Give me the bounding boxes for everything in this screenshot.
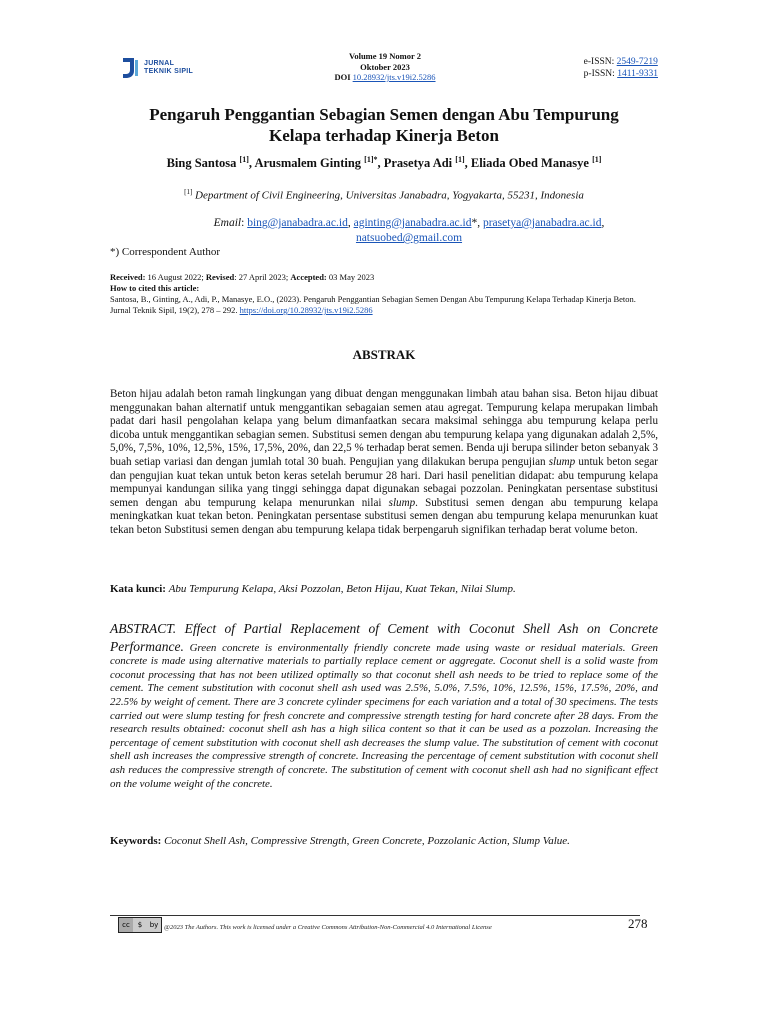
- email-label: Email: [213, 217, 242, 229]
- author-name: Prasetya Adi: [383, 156, 453, 171]
- citation-doi-link[interactable]: https://doi.org/10.28932/jts.v19i2.5286: [239, 305, 373, 315]
- accepted-label: Accepted:: [290, 272, 327, 282]
- footer-divider: [110, 915, 640, 916]
- journal-logo: [120, 56, 193, 80]
- abstract-lead: ABSTRACT. Effect of Partial Replacement of Cement with Coconut Shell Ash on Concrete Performance.: [110, 621, 658, 654]
- affiliation-marker: [1]: [184, 188, 193, 196]
- creative-commons-badge[interactable]: [118, 917, 162, 933]
- title-line2: Kelapa terhadap Kinerja Beton: [269, 126, 499, 145]
- cc-icon: cc: [119, 918, 133, 932]
- eissn-label: e-ISSN:: [583, 57, 615, 67]
- email-link[interactable]: natsuobed@gmail.com: [355, 232, 463, 244]
- issue-info: [310, 51, 460, 83]
- kata-kunci-label: Kata kunci:: [110, 583, 166, 595]
- received-date: 16 August 2022;: [147, 272, 204, 282]
- issue-date: Oktober 2023: [360, 61, 410, 72]
- abstract-english: [110, 620, 658, 791]
- doi-line: [310, 72, 460, 83]
- author-separator: ,: [248, 156, 255, 171]
- author-affil-marker: [1]: [592, 155, 602, 164]
- author-name: Bing Santosa: [166, 156, 237, 171]
- correspondent-note: *) Correspondent Author: [110, 246, 220, 258]
- email-line: Email: bing@janabadra.ac.id, aginting@janabadra.ac.id*, prasetya@janabadra.ac.id, natsuobed@gmail.com: [213, 217, 605, 244]
- revised-label: Revised: [205, 272, 235, 282]
- logo-line2: TEKNIK SIPIL: [144, 68, 194, 75]
- abstrak-text-1: Beton hijau adalah beton ramah lingkungan yang dibuat dengan menggunakan limbah atau bahan sisa. Beton hijau dibuat menggunakan bahan alternatif untuk menggantikan sebagaian semen atau agregat. Tempurung kelapa merupakan limbah padat dari hasil pengolahan kelapa yang belum dimanfaatkan secara maksimal sehingga abu tempurung kelapa perlu dicoba untuk menggantikan sebagian semen. Substitusi semen dengan abu tempurung kelapa yang digunakan adalah 2,5%, 5,0%, 7,5%, 10%, 12,5%, 15%, 17,5%, 20%, dan 22,5 % terhadap berat semen. Benda uji berupa silinder beton sebanyak 3 buah setiap variasi dan dengan jumlah total 30 buah. Pengujian yang dilakukan berupa pengujian: [110, 388, 658, 468]
- kata-kunci: [110, 583, 658, 595]
- attribution-icon: by: [147, 918, 161, 932]
- author-affil-marker: [1]*: [364, 155, 378, 164]
- abstrak-body: [110, 388, 658, 538]
- paper-title: [110, 104, 658, 146]
- accepted-date: 03 May 2023: [328, 272, 375, 282]
- title-line1: Pengaruh Penggantian Sebagian Semen dengan Abu Tempurung: [149, 105, 619, 124]
- doi-link[interactable]: 10.28932/jts.v19i2.5286: [352, 72, 436, 82]
- received-label: Received:: [110, 272, 146, 282]
- slump-term: slump: [548, 455, 576, 468]
- abstrak-text-3: . Substitusi semen dengan abu tempurung kelapa meningkatkan kuat tekan beton. Peningkatan persentase substitusi semen dengan abu tempurung kelapa menurunkan kuat tekan beton Substitusi semen dengan abu tempurung kelapa tidak berpengaruh signifikan terhadap berat volume beton.: [110, 496, 659, 536]
- email-link[interactable]: prasetya@janabadra.ac.id: [482, 217, 602, 229]
- article-meta: [110, 272, 658, 316]
- citation-text: Santosa, B., Ginting, A., Adi, P., Manasye, E.O., (2023). Pengaruh Penggantian Sebagian Semen Dengan Abu Tempurung Kelapa Terhadap Kinerja Beton. Jurnal Teknik Sipil, 19(2), 278 – 292.: [110, 294, 636, 315]
- author-separator: ,: [377, 156, 384, 171]
- license-text: @2023 The Authors. This work is licensed under a Creative Commons Attribution-Non-Commercial 4.0 International License: [164, 924, 492, 931]
- pissn-label: p-ISSN:: [583, 69, 615, 79]
- page-number: 278: [628, 916, 648, 931]
- affiliation-text: Department of Civil Engineering, Universitas Janabadra, Yogyakarta, 55231, Indonesia: [195, 189, 584, 202]
- email-link[interactable]: bing@janabadra.ac.id: [247, 217, 348, 229]
- dates-line: [110, 272, 658, 283]
- keywords-value: Coconut Shell Ash, Compressive Strength, Green Concrete, Pozzolanic Action, Slump Value.: [164, 835, 570, 847]
- doi-label: DOI: [334, 72, 351, 82]
- abstract-body: Green concrete is environmentally friendly concrete made using waste or residual materials. Green concrete is made using alternative materials to partially replace cement or aggregate. Coconut shell is a solid waste from coconut processing that has not been utilized optimally so that coconut shell ash needs to be tried to replace some of the cement. The cement substitution with coconut shell ash used was 2.5%, 5.0%, 7.5%, 10%, 12.5%, 15%, 17.5%, 20%, and 22.5% by weight of cement. There are 3 concrete cylinder specimens for each variation and a total of 30 specimens. The tests carried out were slump testing for fresh concrete and compressive strength testing for hard concrete after 28 days. From the research results obtained: coconut shell ash has a high silica content so that it can be used as a pozzolan. Increasing the percentage of cement substitution with coconut shell ash decreases the slump value. The substitution of cement with coconut shell ash increases the compressive strength of concrete. Increasing the percentage of cement substitution with coconut shell ash reduces the compressive strength of concrete. The substitution of cement with coconut shell ash had no significant effect on the volume weight of the concrete.: [110, 641, 658, 790]
- volume-label: Volume 19 Nomor 2: [348, 51, 421, 61]
- author-separator: ,: [464, 156, 471, 171]
- slump-term: slump: [388, 496, 416, 509]
- revised-date: : 27 April 2023;: [234, 272, 289, 282]
- author-affil-marker: [1]: [239, 155, 249, 164]
- noncommercial-icon: $: [133, 918, 147, 932]
- author-affil-marker: [1]: [455, 155, 465, 164]
- affiliation: [110, 188, 658, 202]
- author-name: Arusmalem Ginting: [254, 156, 362, 171]
- kata-kunci-value: Abu Tempurung Kelapa, Aksi Pozzolan, Beton Hijau, Kuat Tekan, Nilai Slump.: [168, 583, 516, 595]
- abstrak-heading: ABSTRAK: [352, 347, 416, 362]
- email-link[interactable]: aginting@janabadra.ac.id: [353, 217, 472, 229]
- keywords-label: Keywords:: [110, 835, 162, 847]
- logo-line1: JURNAL: [144, 60, 175, 67]
- keywords: [110, 835, 658, 847]
- pissn-link[interactable]: 1411-9331: [617, 69, 658, 79]
- citation: [110, 294, 658, 316]
- journal-header: [110, 48, 658, 88]
- author-name: Eliada Obed Manasye: [470, 156, 589, 171]
- issn-info: [584, 56, 658, 80]
- journal-logo-icon: [120, 56, 140, 80]
- author-list: [110, 155, 658, 171]
- eissn-link[interactable]: 2549-7219: [616, 57, 658, 67]
- abstrak-text-2: untuk beton segar dan pengujian kuat tekan untuk beton keras setelah berumur 28 hari. Dari hasil penelitian didapat: abu tempurung kelapa mempunyai kandungan silika yang tinggi sehingga dapat digunakan sebagai pozzolan. Peningkatan persentase substitusi semen dengan abu tempurung kelapa menurunkan nilai: [110, 455, 658, 509]
- cite-label: How to cited this article:: [110, 283, 200, 293]
